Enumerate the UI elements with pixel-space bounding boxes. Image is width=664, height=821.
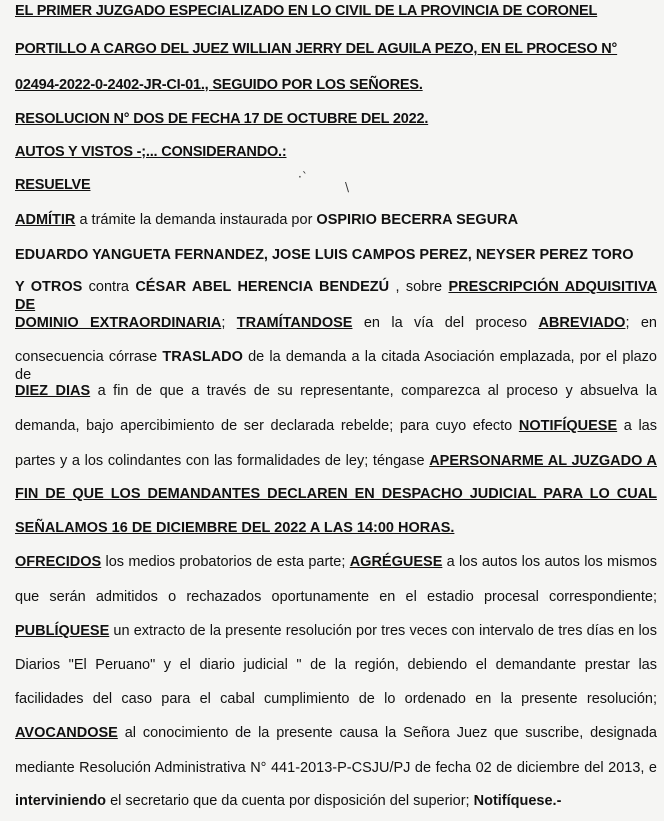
defendant-name: CÉSAR ABEL HERENCIA BENDEZÚ (135, 279, 390, 295)
interviniendo-keyword: interviniendo (15, 793, 107, 809)
text-segment: contra (82, 279, 136, 295)
header-line-1: EL PRIMER JUZGADO ESPECIALIZADO EN LO CIVIL DE LA PROVINCIA DE CORONEL (15, 3, 598, 19)
text-segment: de la demanda a la citada Asociación emplazada, por el plazo de (15, 349, 657, 383)
text-segment: partes y a los colindantes con las formalidades de ley; téngase (15, 453, 430, 469)
stray-mark-2: \ (345, 180, 350, 194)
text-segment: un extracto de la presente resolución por tres veces con intervalo de tres días en los (109, 623, 657, 639)
para-line-15: facilidades del caso para el cabal cumplimiento de lo ordenado en la presente resolución; (15, 691, 657, 707)
para-line-3 (15, 278, 657, 314)
agreguese-keyword: AGRÉGUESE (349, 554, 443, 570)
para-line-5 (15, 348, 657, 384)
para-line-11 (15, 553, 657, 571)
header-line-2: PORTILLO A CARGO DEL JUEZ WILLIAN JERRY DEL AGUILA PEZO, EN EL PROCESO N° (15, 41, 618, 57)
admitir-keyword: ADMÍTIR (15, 212, 76, 228)
para-line-13 (15, 622, 657, 640)
publiquese-keyword: PUBLÍQUESE (15, 623, 110, 639)
text-segment: a trámite la demanda instaurada por (75, 212, 317, 228)
para-line-1 (15, 211, 518, 229)
para-line-7 (15, 417, 657, 435)
tramitandose-keyword: TRAMÍTANDOSE (236, 315, 353, 331)
notifiquese-keyword: NOTIFÍQUESE (518, 418, 618, 434)
para-line-17: mediante Resolución Administrativa N° 441-2013-P-CSJU/PJ de fecha 02 de diciembre del 2013, e (15, 760, 657, 776)
abreviado-keyword: ABREVIADO (538, 315, 626, 331)
header-line-5: AUTOS Y VISTOS -;... CONSIDERANDO.: (15, 144, 287, 160)
header-line-3: 02494-2022-0-2402-JR-CI-01., SEGUIDO POR LOS SEÑORES. (15, 77, 423, 93)
notifiquese-closing: Notifíquese.- (473, 793, 562, 809)
para-line-14: Diarios "El Peruano" y el diario judicial " de la región, debiendo el demandante prestar las (15, 657, 657, 673)
text-segment: el secretario que da cuenta por disposición del superior; (106, 793, 474, 809)
para-line-16 (15, 724, 657, 742)
text-segment: en la vía del proceso (352, 315, 539, 331)
header-line-6: RESUELVE (15, 177, 91, 193)
para-line-6 (15, 382, 657, 400)
para-line-10: SEÑALAMOS 16 DE DICIEMBRE DEL 2022 A LAS 14:00 HORAS. (15, 520, 455, 536)
y-otros: Y OTROS (15, 279, 83, 295)
para-line-9: FIN DE QUE LOS DEMANDANTES DECLAREN EN DESPACHO JUDICIAL PARA LO CUAL (15, 486, 657, 502)
text-segment: ; en (625, 315, 657, 331)
text-segment: a las (617, 418, 657, 434)
para-line-12: que serán admitidos o rechazados oportunamente en el estadio procesal correspondiente; (15, 589, 657, 605)
text-segment: al conocimiento de la presente causa la Señora Juez que suscribe, designada (117, 725, 657, 741)
avocandose-keyword: AVOCANDOSE (15, 725, 118, 741)
stray-mark: ·` (298, 170, 308, 184)
traslado-keyword: TRASLADO (162, 349, 243, 365)
dominio-keyword: DOMINIO EXTRAORDINARIA (15, 315, 222, 331)
para-line-4 (15, 314, 657, 332)
plaintiff-name: OSPIRIO BECERRA SEGURA (316, 212, 519, 228)
text-segment: a fin de que a través de su representante, comparezca al proceso y absuelva la (90, 383, 657, 399)
ofrecidos-keyword: OFRECIDOS (15, 554, 102, 570)
para-line-8 (15, 452, 657, 470)
prescripcion-keyword: PRESCRIPCIÓN ADQUISITIVA DE (15, 279, 658, 313)
para-line-2: EDUARDO YANGUETA FERNANDEZ, JOSE LUIS CAMPOS PEREZ, NEYSER PEREZ TORO (15, 247, 634, 263)
text-segment: los medios probatorios de esta parte; (101, 554, 350, 570)
text-segment: demanda, bajo apercibimiento de ser declarada rebelde; para cuyo efecto (15, 418, 519, 434)
text-segment: ; (221, 315, 237, 331)
text-segment: consecuencia córrase (15, 349, 163, 365)
header-line-4: RESOLUCION N° DOS DE FECHA 17 DE OCTUBRE DEL 2022. (15, 111, 429, 127)
para-line-18 (15, 792, 561, 810)
diez-dias-keyword: DIEZ DIAS (15, 383, 91, 399)
apersonarme-keyword: APERSONARME AL JUZGADO A (429, 453, 657, 469)
text-segment: , sobre (389, 279, 449, 295)
text-segment: a los autos los autos los mismos (442, 554, 657, 570)
